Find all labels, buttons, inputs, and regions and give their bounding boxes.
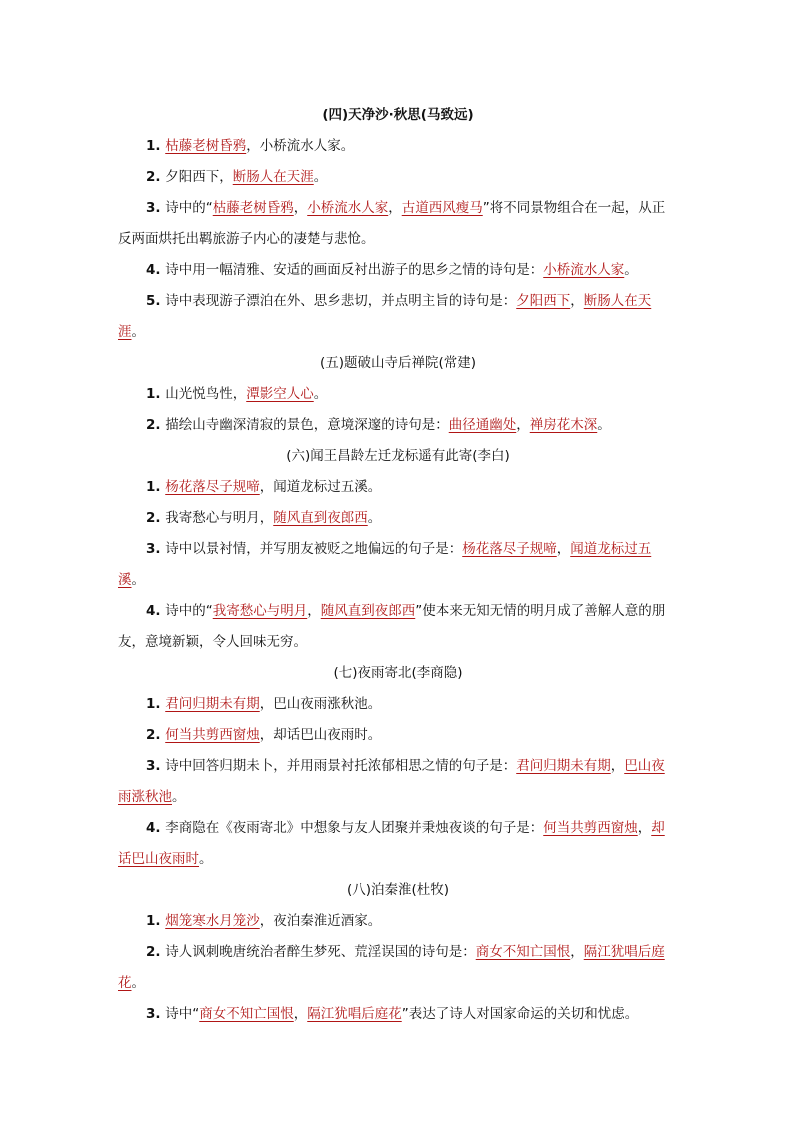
item-number: 3. — [146, 758, 166, 774]
item-number: 1. — [146, 479, 166, 495]
item-number: 4. — [146, 603, 166, 619]
item-text: ，夜泊秦淮近酒家。 — [259, 913, 382, 929]
item-text: ， — [610, 758, 625, 774]
item-text: 诗中回答归期未卜，并用雨景衬托浓郁相思之情的句子是： — [165, 758, 517, 774]
answer-text: 古道西风瘦马 — [401, 200, 483, 216]
item-number: 4. — [146, 262, 166, 278]
question-item — [118, 255, 678, 286]
answer-text: 断肠人在天涯 — [118, 293, 652, 340]
answer-text: 杨花落尽子规啼 — [165, 479, 260, 495]
item-number: 3. — [146, 1006, 166, 1022]
item-text: ”将不同景物组合在一起，从正反两面烘托出羁旅游子内心的凄楚与悲怆。 — [118, 200, 666, 247]
item-text: 。 — [199, 851, 213, 867]
item-number: 1. — [146, 913, 166, 929]
section-title: (四)天净沙·秋思(马致远) — [322, 107, 474, 123]
question-item — [118, 720, 678, 751]
answer-text: 君问归期未有期 — [165, 696, 260, 712]
answer-text: 禅房花木深 — [529, 417, 598, 433]
item-text: ，巴山夜雨涨秋池。 — [259, 696, 382, 712]
item-number: 3. — [146, 541, 166, 557]
section-title: (六)闻王昌龄左迁龙标遥有此寄(李白) — [286, 448, 510, 464]
answer-text: 隔江犹唱后庭花 — [307, 1006, 402, 1022]
item-number: 2. — [146, 169, 166, 185]
question-item — [118, 379, 678, 410]
answer-text: 随风直到夜郎西 — [320, 603, 416, 619]
answer-text: 小桥流水人家 — [307, 200, 389, 216]
answer-text: 商女不知亡国恨 — [475, 944, 571, 960]
item-text: 诗中表现游子漂泊在外、思乡悲切，并点明主旨的诗句是： — [165, 293, 517, 309]
item-text: ， — [570, 293, 584, 309]
question-item — [118, 162, 678, 193]
question-item — [118, 937, 678, 999]
answer-text: 隔江犹唱后庭花 — [118, 944, 665, 991]
answer-text: 我寄愁心与明月 — [212, 603, 308, 619]
item-text: ， — [570, 944, 584, 960]
item-text: ，小桥流水人家。 — [246, 138, 355, 154]
answer-text: 潭影空人心 — [246, 386, 314, 402]
item-text: ， — [516, 417, 530, 433]
item-text: 诗中的“ — [165, 603, 213, 619]
question-item — [118, 503, 678, 534]
item-number: 2. — [146, 510, 166, 526]
item-text: ， — [293, 1006, 308, 1022]
answer-text: 曲径通幽处 — [448, 417, 517, 433]
item-number: 1. — [146, 138, 166, 154]
item-text: 李商隐在《夜雨寄北》中想象与友人团聚并秉烛夜谈的句子是： — [165, 820, 544, 836]
answer-text: 何当共剪西窗烛 — [543, 820, 638, 836]
answer-text: 闻道龙标过五溪 — [118, 541, 652, 588]
item-text: 。 — [131, 572, 145, 588]
item-number: 2. — [146, 944, 166, 960]
answer-text: 枯藤老树昏鸦 — [212, 200, 294, 216]
item-number: 1. — [146, 386, 166, 402]
answer-text: 杨花落尽子规啼 — [462, 541, 557, 557]
question-item — [118, 472, 678, 503]
item-text: ，却话巴山夜雨时。 — [259, 727, 382, 743]
item-number: 1. — [146, 696, 166, 712]
question-item — [118, 534, 678, 596]
answer-text: 烟笼寒水月笼沙 — [165, 913, 260, 929]
item-text: ”使本来无知无情的明月成了善解人意的朋友，意境新颖，令人回味无穷。 — [118, 603, 666, 650]
item-text: 。 — [131, 324, 145, 340]
item-text: 诗中的“ — [165, 200, 213, 216]
section-title: (七)夜雨寄北(李商隐) — [333, 665, 463, 681]
item-text: ，闻道龙标过五溪。 — [259, 479, 382, 495]
item-number: 5. — [146, 293, 166, 309]
answer-text: 断肠人在天涯 — [232, 169, 314, 185]
item-number: 2. — [146, 727, 166, 743]
item-text: 诗中用一幅清雅、安适的画面反衬出游子的思乡之情的诗句是： — [165, 262, 544, 278]
item-text: ， — [637, 820, 652, 836]
item-text: 诗人讽刺晚唐统治者醉生梦死、荒淫误国的诗句是： — [165, 944, 476, 960]
item-text: 山光悦鸟性， — [165, 386, 247, 402]
item-text: 描绘山寺幽深清寂的景色，意境深邃的诗句是： — [165, 417, 449, 433]
answer-text: 君问归期未有期 — [516, 758, 611, 774]
question-item — [118, 286, 678, 348]
item-text: 。 — [131, 975, 145, 991]
item-text: 诗中“ — [165, 1006, 200, 1022]
answer-text: 巴山夜雨涨秋池 — [118, 758, 665, 805]
item-number: 3. — [146, 200, 166, 216]
question-item — [118, 131, 678, 162]
answer-text: 却话巴山夜雨时 — [118, 820, 665, 867]
question-item — [118, 596, 678, 658]
question-item — [118, 999, 678, 1030]
answer-text: 商女不知亡国恨 — [199, 1006, 294, 1022]
item-text: ， — [388, 200, 402, 216]
item-text: 。 — [172, 789, 186, 805]
question-item — [118, 751, 678, 813]
item-text: 。 — [624, 262, 638, 278]
section-title: (八)泊秦淮(杜牧) — [346, 882, 450, 898]
answer-text: 枯藤老树昏鸦 — [165, 138, 247, 154]
item-text: 。 — [367, 510, 382, 526]
document-body — [118, 100, 678, 1030]
item-number: 2. — [146, 417, 166, 433]
answer-text: 随风直到夜郎西 — [273, 510, 368, 526]
question-item — [118, 193, 678, 255]
item-text: ， — [307, 603, 321, 619]
item-text: ， — [556, 541, 571, 557]
item-text: 。 — [313, 386, 328, 402]
answer-text: 小桥流水人家 — [543, 262, 625, 278]
item-text: 。 — [597, 417, 611, 433]
item-text: ”表达了诗人对国家命运的关切和忧虑。 — [401, 1006, 639, 1022]
section-title: (五)题破山寺后禅院(常建) — [319, 355, 477, 371]
answer-text: 何当共剪西窗烛 — [165, 727, 260, 743]
question-item — [118, 813, 678, 875]
question-item — [118, 410, 678, 441]
item-number: 4. — [146, 820, 166, 836]
item-text: 诗中以景衬情，并写朋友被贬之地偏远的句子是： — [165, 541, 463, 557]
question-item — [118, 689, 678, 720]
answer-text: 夕阳西下 — [516, 293, 571, 309]
item-text: 我寄愁心与明月， — [165, 510, 274, 526]
item-text: 夕阳西下， — [165, 169, 233, 185]
item-text: 。 — [313, 169, 328, 185]
item-text: ， — [293, 200, 308, 216]
question-item — [118, 906, 678, 937]
